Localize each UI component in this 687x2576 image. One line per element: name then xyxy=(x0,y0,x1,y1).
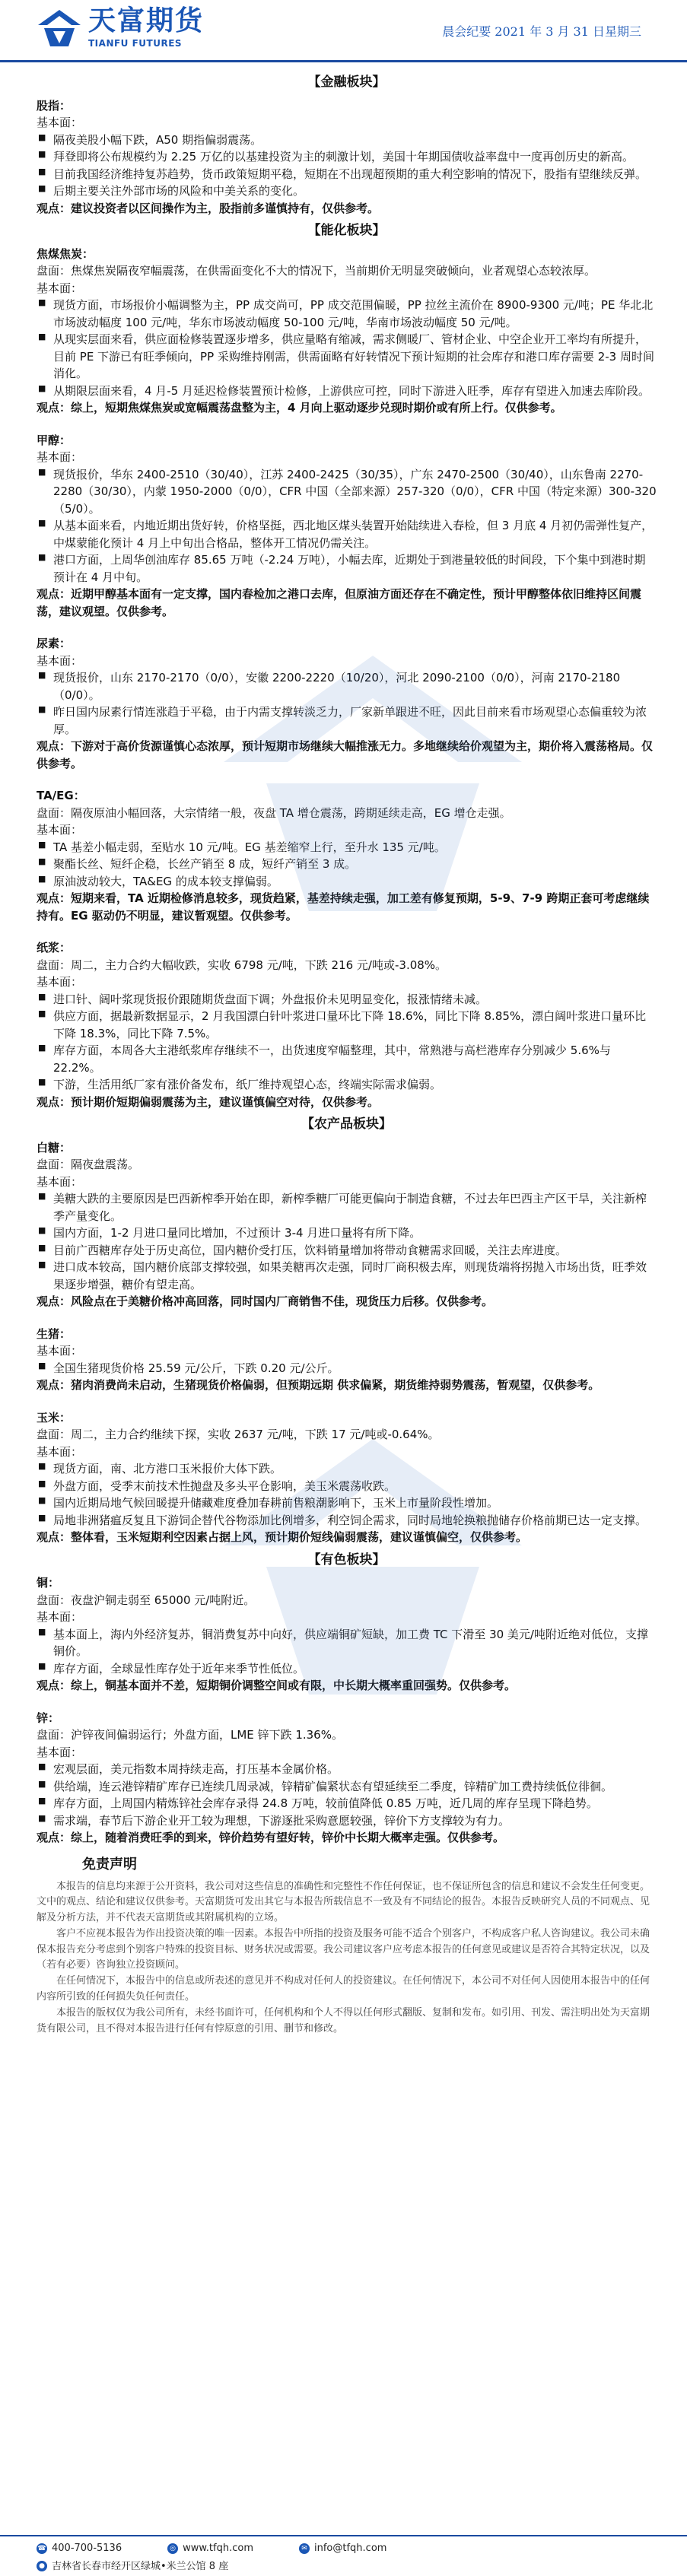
corn-base-label: 基本面： xyxy=(37,1444,83,1459)
ta-eg-base-label: 基本面： xyxy=(37,823,83,837)
methanol-base-label: 基本面： xyxy=(37,450,83,464)
sugar-bullet: ■ 目前广西糖库存处于历史高位，国内糖价受打压，饮料销量增加将带动食糖需求回暖，关注去库进度。 xyxy=(37,1242,657,1259)
corn-bullet: ■ 局地非洲猪瘟反复且下游饲企替代谷物添加比例增多，利空饲企需求，同时局地轮换粮抛储存价格前期已达一定支撑。 xyxy=(37,1512,657,1529)
pulp-bullet: ■ 供应方面，据最新数据显示，2 月我国漂白针叶浆进口量环比下降 18.6%，同比下降 8.85%，漂白阔叶浆进口量环比下降 18.3%，同比下降 7.5%。 xyxy=(37,1008,657,1042)
logo-emblem-icon xyxy=(37,8,82,48)
hog-heading: 生猪： xyxy=(37,1326,72,1341)
pulp-view: 观点：预计期价短期偏弱震荡为主，建议谨慎偏空对待，仅供参考。 xyxy=(37,1094,380,1109)
ta-eg-view: 观点：短期来看，TA 近期检修消息较多，现货趋紧，基差持续走强，加工差有修复预期，5-9、7-9 跨期正套可考虑继续持有。EG 驱动仍不明显，建议暂观望。仅供参考。 xyxy=(37,891,650,923)
pulp-heading: 纸浆： xyxy=(37,941,72,954)
zinc-heading: 锌： xyxy=(37,1710,60,1725)
metal-section-title: 【有色板块】 xyxy=(307,1552,386,1568)
pulp-bullet: ■ 进口针、阔叶浆现货报价跟随期货盘面下调；外盘报价未见明显变化，报涨情绪未减。 xyxy=(37,991,657,1008)
corn-view: 观点：整体看，玉米短期利空因素占据上风，预计期价短线偏弱震荡，建议谨慎偏空，仅供参考。 xyxy=(37,1530,528,1544)
phone-icon: ☎ xyxy=(37,2544,46,2552)
hog-view: 观点：猪肉消费尚未启动，生猪现货价格偏弱，但预期远期 供求偏紧，期货维持弱势震荡，暂观望，仅供参考。 xyxy=(37,1378,600,1392)
coke-base-label: 基本面： xyxy=(37,281,83,295)
mail-icon: ✉ xyxy=(299,2543,310,2554)
urea-view: 观点：下游对于高价货源谨慎心态浓厚，预计短期市场继续大幅推涨无力。多地继续给价观望为主，期价将入震荡格局。仅供参考。 xyxy=(37,739,654,770)
corn-heading: 玉米： xyxy=(37,1410,72,1425)
sugar-bullet: ■ 美糖大跌的主要原因是巴西新榨季开始在即，新榨季糖厂可能更偏向于制造食糖，不过去年巴西主产区干旱，关注新榨季产量变化。 xyxy=(37,1190,657,1224)
footer-email[interactable]: ✉ info@tfqh.com xyxy=(299,2541,386,2556)
copper-market: 盘面：夜盘沪铜走弱至 65000 元/吨附近。 xyxy=(37,1593,256,1607)
zinc-market: 盘面：沪锌夜间偏弱运行；外盘方面，LME 锌下跌 1.36%。 xyxy=(37,1728,343,1742)
report-body xyxy=(0,62,687,2037)
methanol-heading: 甲醇： xyxy=(37,433,72,447)
sugar-view: 观点：风险点在于美糖价格冲高回落，同时国内厂商销售不佳，现货压力后移。仅供参考。 xyxy=(37,1294,494,1308)
coke-bullet: ■ 从期限层面来看，4 月-5 月延迟检修装置预计检修，上游供应可控，同时下游进入旺季，库存有望进入加速去库阶段。 xyxy=(37,383,657,400)
ta-eg-bullet: ■ 聚酯长丝、短纤企稳，长丝产销至 8 成，短纤产销至 3 成。 xyxy=(37,856,657,873)
coke-bullet: ■ 现货方面，市场报价小幅调整为主，PP 成交尚可，PP 成交范围偏暖，PP 拉丝主流价在 8900-9300 元/吨；PE 华北北市场波动幅度 100 元/吨，华东市场波动幅度 50-100 元/吨，华南市场波动幅度 50 元/吨。 xyxy=(37,297,657,331)
coke-view: 观点：综上，短期焦煤焦炭或宽幅震荡盘整为主，4 月向上驱动逐步兑现时期价或有所上行。仅供参考。 xyxy=(37,401,562,415)
coke-heading: 焦煤焦炭： xyxy=(37,246,94,261)
urea-heading: 尿素： xyxy=(37,637,72,650)
footer-phone: ☎ 400-700-5136 xyxy=(37,2543,122,2554)
copper-heading: 铜： xyxy=(37,1576,60,1590)
ta-eg-bullet: ■ 原油波动较大，TA&EG 的成本较支撑偏弱。 xyxy=(37,873,657,891)
zinc-bullet: ■ 需求端，春节后下游企业开工较为理想，下游逐批采购意愿较强，锌价下方支撑较为有力。 xyxy=(37,1812,657,1830)
zinc-view: 观点：综上，随着消费旺季的到来，锌价趋势有望好转，锌价中长期大概率走强。仅供参考。 xyxy=(37,1831,505,1844)
corn-bullet: ■ 现货方面，南、北方港口玉米报价大体下跌。 xyxy=(37,1460,657,1478)
disclaimer-paragraph: 客户不应视本报告为作出投资决策的唯一因素。本报告中所指的投资及服务可能不适合个别客户，不构成客户私人咨询建议。我公司未确保本报告充分考虑到个别客户特殊的投资目标、财务状况或需要。我公司建议客户应考虑本报告的任何意见或建议是否符合其特定状况，以及（若有必要）咨询独立投资顾问。 xyxy=(37,1927,650,1971)
report-date: 晨会纪要 2021 年 3 月 31 日星期三 xyxy=(442,24,641,39)
hog-base-label: 基本面： xyxy=(37,1344,83,1358)
footer-website[interactable]: ◎ www.tfqh.com xyxy=(167,2541,253,2556)
stock-bullet: ■ 目前我国经济维持复苏趋势，货币政策短期平稳，短期在不出现超预期的重大利空影响的情况下，股指有望继续反弹。 xyxy=(37,166,657,183)
sugar-bullet: ■ 进口成本较高，国内糖价底部支撑较强，如果美糖再次走强，同时厂商积极去库，则现货端将拐抛入市场出货，旺季效果逐步增强，糖价有望走高。 xyxy=(37,1259,657,1293)
methanol-view: 观点：近期甲醇基本面有一定支撑，国内春检加之港口去库，但原油方面还存在不确定性，预计甲醇整体依旧维持区间震荡，建议观望。仅供参考。 xyxy=(37,587,642,618)
footer-address: ● 吉林省长春市经开区绿城•米兰公馆 8 座 xyxy=(37,2559,687,2574)
zinc-bullet: ■ 宏观层面，美元指数本周持续走高，打压基本金属价格。 xyxy=(37,1761,657,1778)
coke-bullet: ■ 从现实层面来看，供应面检修装置逐步增多，供应量略有缩减，需求侧暖厂、管材企业、中空企业开工率均有所提升，目前 PE 下游已有旺季倾向，PP 采购维持刚需，供需面略有好转情况下预计短期的社会库存和港口库存需要 2-3 周时间消化。 xyxy=(37,331,657,383)
corn-bullet: ■ 国内近期局地气候回暖提升储藏难度叠加春耕前售粮潮影响下，玉米上市量阶段性增加。 xyxy=(37,1494,657,1512)
pulp-market: 盘面：周二，主力合约大幅收跌，实收 6798 元/吨，下跌 216 元/吨或-3.08%。 xyxy=(37,958,447,972)
energy-section-title: 【能化板块】 xyxy=(307,223,386,238)
copper-view: 观点：综上，铜基本面并不差，短期铜价调整空间或有限，中长期大概率重回强势。仅供参考。 xyxy=(37,1679,517,1692)
report-footer xyxy=(0,2535,687,2576)
finance-section-title: 【金融板块】 xyxy=(307,75,386,90)
stock-bullet: ■ 隔夜美股小幅下跌，A50 期指偏弱震荡。 xyxy=(37,132,657,149)
zinc-base-label: 基本面： xyxy=(37,1745,83,1759)
corn-bullet: ■ 外盘方面，受季末前技术性抛盘及多头平仓影响，美玉米震荡收跌。 xyxy=(37,1478,657,1495)
hog-bullet: ■ 全国生猪现货价格 25.59 元/公斤，下跌 0.20 元/公斤。 xyxy=(37,1360,657,1377)
logo-chinese-name: 天富期货 xyxy=(88,5,205,37)
location-pin-icon: ● xyxy=(37,2561,47,2571)
disclaimer-paragraph: 本报告的版权仅为我公司所有，未经书面许可，任何机构和个人不得以任何形式翻版、复制和发布。如引用、刊发、需注明出处为天富期货有限公司，且不得对本报告进行任何有悖原意的引用、删节和修改。 xyxy=(37,2006,650,2034)
globe-icon: ◎ xyxy=(167,2543,178,2554)
methanol-bullet: ■ 港口方面，上周华创油库存 85.65 万吨（-2.24 万吨），小幅去库，近期处于到港量较低的时间段，下个集中到港时期预计在 4 月中旬。 xyxy=(37,551,657,586)
disclaimer-paragraph: 本报告的信息均来源于公开资料，我公司对这些信息的准确性和完整性不作任何保证，也不保证所包含的信息和建议不会发生任何变更。文中的观点、结论和建议仅供参考。天富期货可发出其它与本报告所载信息不一致及有不同结论的报告。本报告反映研究人员的不同观点、见解及分析方法，并不代表天富期货或其附属机构的立场。 xyxy=(37,1880,650,1924)
stock-bullet: ■ 后期主要关注外部市场的风险和中美关系的变化。 xyxy=(37,183,657,200)
urea-bullet: ■ 现货报价，山东 2170-2170（0/0），安徽 2200-2220（10/20），河北 2090-2100（0/0），河南 2170-2180（0/0）。 xyxy=(37,669,657,704)
report-header xyxy=(0,0,687,62)
methanol-bullet: ■ 现货报价，华东 2400-2510（30/40），江苏 2400-2425（30/35），广东 2470-2500（30/40），山东鲁南 2270-2280（30/30），内蒙 1950-2000（0/0），CFR 中国（全部来源）257-320（0/0），CFR 中国（特定来源）300-320（5/0）。 xyxy=(37,466,657,518)
corn-market: 盘面：周二，主力合约继续下探，实收 2637 元/吨，下跌 17 元/吨或-0.64%。 xyxy=(37,1428,440,1441)
coke-market: 盘面：焦煤焦炭隔夜窄幅震荡，在供需面变化不大的情况下，当前期价无明显突破倾向，业者观望心态较浓厚。 xyxy=(37,264,596,278)
urea-base-label: 基本面： xyxy=(37,653,83,668)
ta-eg-heading: TA/EG： xyxy=(37,789,85,802)
stock-base-label: 基本面： xyxy=(37,116,83,129)
pulp-base-label: 基本面： xyxy=(37,975,83,989)
sugar-heading: 白糖： xyxy=(37,1140,72,1155)
copper-base-label: 基本面： xyxy=(37,1610,83,1624)
stock-bullet: ■ 拜登即将公布规模约为 2.25 万亿的以基建投资为主的刺激计划，美国十年期国债收益率盘中一度再创历史的新高。 xyxy=(37,148,657,166)
sugar-bullet: ■ 国内方面，1-2 月进口量同比增加，不过预计 3-4 月进口量将有所下降。 xyxy=(37,1224,657,1242)
copper-bullet: ■ 库存方面，全球显性库存处于近年来季节性低位。 xyxy=(37,1660,657,1678)
pulp-bullet: ■ 下游，生活用纸厂家有涨价备发布，纸厂维持观望心态，终端实际需求偏弱。 xyxy=(37,1076,657,1094)
stock-index-heading: 股指： xyxy=(37,98,72,113)
company-logo xyxy=(37,6,204,50)
urea-bullet: ■ 昨日国内尿素行情连涨趋于平稳，由于内需支撑转淡乏力，厂家新单跟进不旺，因此目前来看市场观望心态偏重较为浓厚。 xyxy=(37,704,657,738)
stock-view: 观点：建议投资者以区间操作为主，股指前多谨慎持有，仅供参考。 xyxy=(37,201,380,215)
ta-eg-bullet: ■ TA 基差小幅走弱，至贴水 10 元/吨。EG 基差缩窄上行，至升水 135 元/吨。 xyxy=(37,839,657,856)
sugar-base-label: 基本面： xyxy=(37,1174,83,1189)
disclaimer-title: 免责声明 xyxy=(82,1856,137,1872)
agri-section-title: 【农产品板块】 xyxy=(301,1116,392,1132)
copper-bullet: ■ 基本面上，海内外经济复苏，铜消费复苏中向好，供应端铜矿短缺，加工费 TC 下滑至 30 美元/吨附近绝对低位，支撑铜价。 xyxy=(37,1626,657,1660)
zinc-bullet: ■ 库存方面，上周国内精炼锌社会库存录得 24.8 万吨，较前值降低 0.85 万吨，近几周的库存呈现下降趋势。 xyxy=(37,1795,657,1812)
pulp-bullet: ■ 库存方面，本周各大主港纸浆库存继续不一，出货速度窄幅整理，其中，常熟港与高栏港库存分别减少 5.6%与 22.2%。 xyxy=(37,1042,657,1076)
disclaimer-paragraph: 在任何情况下，本报告中的信息或所表述的意见并不构成对任何人的投资建议。在任何情况下，本公司不对任何人因使用本报告中的任何内容所引致的任何损失负任何责任。 xyxy=(37,1975,650,2003)
zinc-bullet: ■ 供给端，连云港锌精矿库存已连续几周录减，锌精矿偏紧状态有望延续至二季度，锌精矿加工费持续低位徘徊。 xyxy=(37,1778,657,1796)
ta-eg-market: 盘面：隔夜原油小幅回落，大宗情绪一般，夜盘 TA 增仓震荡，跨期延续走高，EG 增仓走强。 xyxy=(37,805,511,820)
methanol-bullet: ■ 从基本面来看，内地近期出货好转，价格坚挺，西北地区煤头装置开始陆续进入春检，但 3 月底 4 月初仍需弹性复产，中煤蒙能化预计 4 月上中旬出合格品，整体开工情况仍需关注。 xyxy=(37,517,657,551)
logo-english-name: TIANFU FUTURES xyxy=(88,38,183,49)
sugar-market: 盘面：隔夜盘震荡。 xyxy=(37,1158,140,1171)
